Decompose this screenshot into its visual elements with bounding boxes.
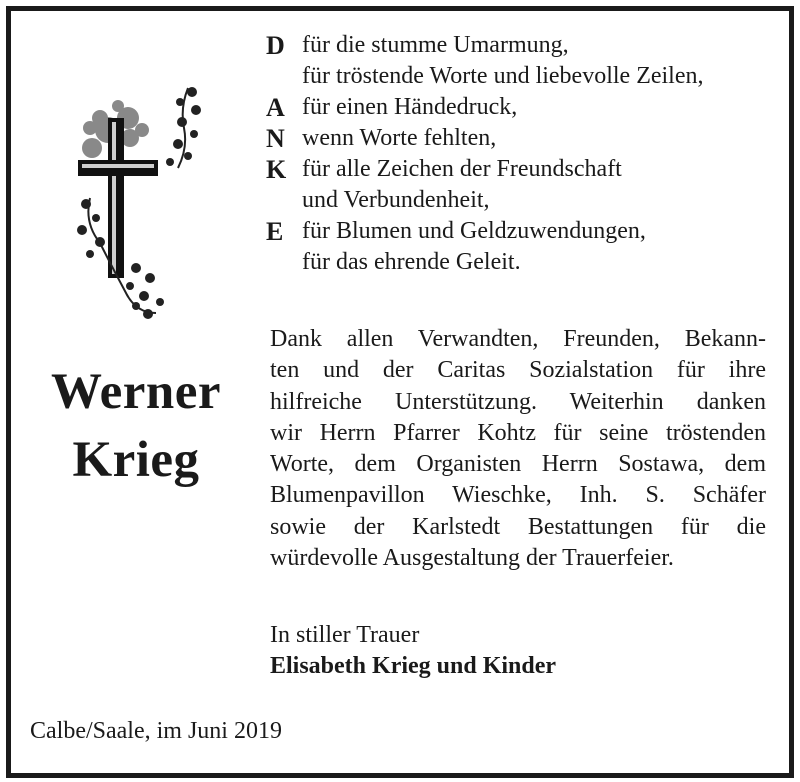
danke-line (266, 245, 766, 276)
acrostic-letter: D (266, 31, 285, 60)
danke-line-text: für tröstende Worte und liebevolle Zeilen, (302, 63, 704, 89)
danke-line (266, 59, 766, 90)
deceased-last-name: Krieg (72, 432, 200, 488)
paragraph-line: würdevolle Ausgestaltung der Trauerfeier. (270, 545, 674, 572)
acrostic-letter: E (266, 217, 284, 246)
danke-line-text: für Blumen und Geldzuwendungen, (302, 218, 646, 244)
danke-line-text: für alle Zeichen der Freundschaft (302, 156, 622, 182)
danke-line-text: wenn Worte fehlten, (302, 125, 497, 151)
danke-line (266, 152, 766, 183)
danke-line (266, 183, 766, 214)
deceased-first-name: Werner (50, 364, 222, 420)
paragraph-line: wir Herrn Pfarrer Kohtz für seine tröstenden (270, 419, 766, 446)
place-date: Calbe/Saale, im Juni 2019 (30, 718, 282, 744)
paragraph-line: Worte, dem Organisten Herrn Sostawa, dem (270, 451, 766, 478)
cross-with-ivy-icon (70, 78, 210, 328)
acrostic-letter: K (266, 155, 287, 184)
danke-line (266, 28, 766, 59)
danke-line-text: für die stumme Umarmung, (302, 32, 569, 58)
acrostic-letter: A (266, 93, 285, 122)
acrostic-letter: N (266, 124, 285, 153)
mourning-phrase: In stiller Trauer (270, 622, 420, 648)
danke-line (266, 214, 766, 245)
paragraph-line: Dank allen Verwandten, Freunden, Bekann- (270, 326, 766, 352)
thanks-paragraph (270, 324, 766, 574)
family-signature: Elisabeth Krieg und Kinder (270, 653, 557, 679)
paragraph-line: ten und der Caritas Sozialstation für ihre (270, 357, 766, 384)
danke-line-text: und Verbundenheit, (302, 187, 490, 213)
paragraph-line: hilfreiche Unterstützung. Weiterhin danken (270, 388, 766, 415)
danke-line (266, 90, 766, 121)
danke-line (266, 121, 766, 152)
danke-acrostic (266, 28, 766, 276)
danke-line-text: für das ehrende Geleit. (302, 249, 521, 275)
danke-line-text: für einen Händedruck, (302, 94, 518, 120)
paragraph-line: Blumenpavillon Wieschke, Inh. S. Schäfer (270, 482, 766, 509)
paragraph-line: sowie der Karlstedt Bestattungen für die (270, 513, 766, 540)
